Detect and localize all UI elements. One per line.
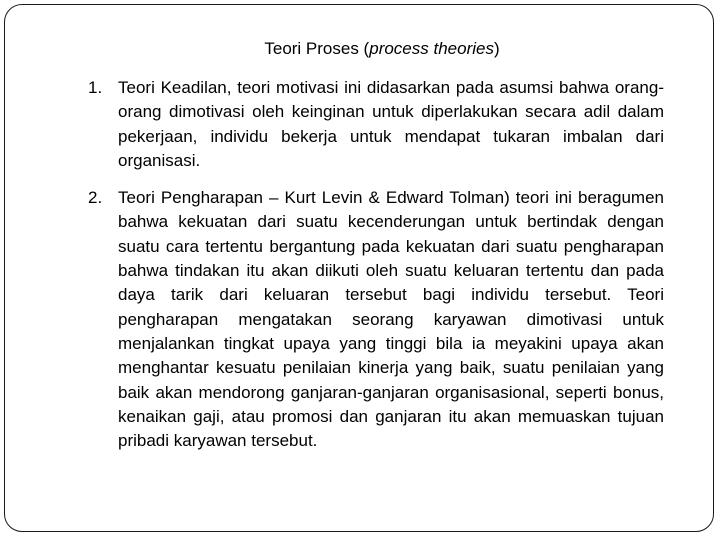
title-suffix: )	[493, 39, 500, 58]
title-prefix: Teori Proses (	[264, 39, 370, 58]
list-item-text: Teori Keadilan, teori motivasi ini didasarkan pada asumsi bahwa orang-orang dimotivasi oleh keinginan untuk diperlakukan secara adil dalam pekerjaan, individu bekerja untuk mendapat tukaran imbalan dari organisasi.	[118, 78, 664, 170]
list-item-expectancy-theory	[88, 186, 664, 453]
list-item-number: 2.	[88, 188, 103, 208]
list-item-text: Teori Pengharapan – Kurt Levin & Edward Tolman) teori ini beragumen bahwa kekuatan dari suatu kecenderungan untuk bertindak dengan suatu cara tertentu bergantung pada kekuatan dari suatu pengharapan bahwa tindakan itu akan diikuti oleh suatu keluaran tertentu dan pada daya tarik dari keluaran tersebut bagi individu tersebut. Teori pengharapan mengatakan seorang karyawan dimotivasi untuk menjalankan tingkat upaya yang tinggi bila ia meyakini upaya akan menghantar kesuatu penilaian kinerja yang baik, suatu penilaian yang baik akan mendorong ganjaran-ganjaran organisasional, seperti bonus, kenaikan gaji, atau promosi dan ganjaran itu akan memuaskan tujuan pribadi karyawan tersebut.	[118, 188, 664, 451]
title-italic: process theories	[369, 39, 494, 58]
list-item-number: 1.	[88, 78, 103, 97]
slide-title	[0, 38, 720, 60]
theory-list	[88, 76, 664, 453]
list-item-equity-theory	[88, 76, 664, 173]
